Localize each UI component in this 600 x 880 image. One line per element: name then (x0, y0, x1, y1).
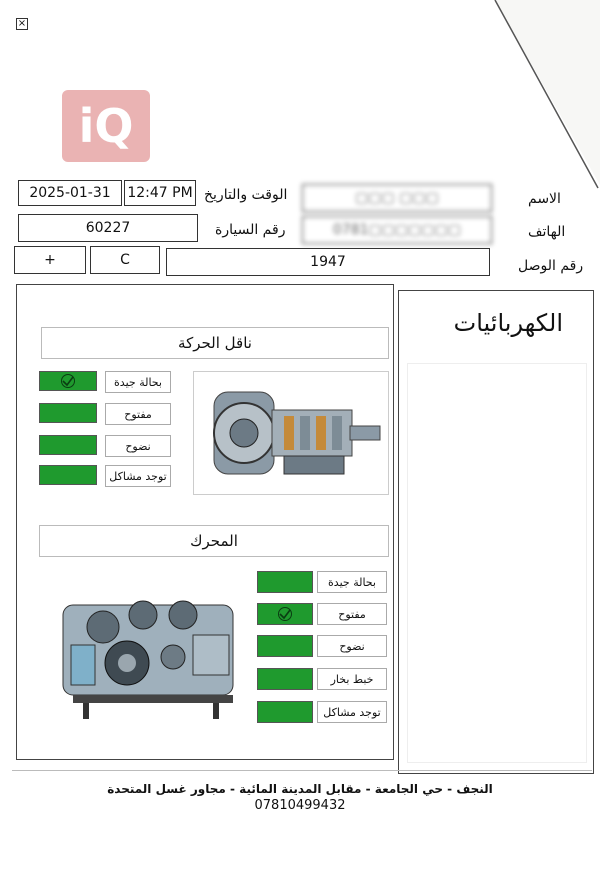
footer-divider (12, 770, 592, 771)
engine-image (43, 575, 251, 725)
transmission-check-good[interactable] (39, 371, 97, 391)
electrical-panel (398, 290, 594, 774)
transmission-label-good: بحالة جيدة (105, 371, 171, 393)
phone-label: الهاتف (528, 224, 566, 240)
inspection-panel (16, 284, 394, 760)
engine-label-blowby: خبط بخار (317, 668, 387, 690)
engine-label-leak: نضوح (317, 635, 387, 657)
plus-field: + (14, 246, 86, 274)
transmission-label-leak: نضوح (105, 435, 171, 457)
transmission-label-open: مفتوح (105, 403, 171, 425)
receipt-field: 1947 (166, 248, 490, 276)
corner-mark: × (17, 18, 27, 29)
footer-address: النجف - حي الجامعة - مقابل المدينة المائية - مجاور غسل المتحدة (107, 782, 493, 796)
transmission-label-problems: توجد مشاكل (105, 465, 171, 487)
transmission-check-problems[interactable] (39, 465, 97, 485)
engine-label-open: مفتوح (317, 603, 387, 625)
checkmark-icon (59, 374, 77, 388)
time-field: 12:47 PM (124, 180, 196, 206)
brand-logo (62, 90, 150, 162)
receipt-label: رقم الوصل (518, 258, 584, 274)
engine-check-blowby[interactable] (257, 668, 313, 690)
name-label: الاسم (528, 191, 561, 207)
car-number-label: رقم السيارة (215, 222, 286, 238)
date-field: 2025-01-31 (18, 180, 122, 206)
name-field: ▢▢▢ ▢▢▢ (302, 184, 492, 212)
grade-field: C (90, 246, 160, 274)
engine-title: المحرك (39, 525, 389, 557)
datetime-label: الوقت والتاريخ (204, 187, 288, 203)
footer-phone: 07810499432 (254, 798, 346, 813)
electrical-notes-area (407, 363, 587, 763)
engine-check-good[interactable] (257, 571, 313, 593)
transmission-image (193, 371, 389, 495)
checkmark-icon (276, 607, 294, 621)
transmission-check-leak[interactable] (39, 435, 97, 455)
phone-field: 0781▢▢▢▢▢▢▢ (302, 216, 492, 244)
transmission-title: ناقل الحركة (41, 327, 389, 359)
transmission-icon (194, 372, 389, 495)
engine-label-good: بحالة جيدة (317, 571, 387, 593)
engine-check-problems[interactable] (257, 701, 313, 723)
electrical-title: الكهربائيات (453, 309, 563, 337)
transmission-check-open[interactable] (39, 403, 97, 423)
engine-label-problems: توجد مشاكل (317, 701, 387, 723)
car-number-field: 60227 (18, 214, 198, 242)
engine-icon (43, 575, 251, 725)
engine-check-open[interactable] (257, 603, 313, 625)
engine-check-leak[interactable] (257, 635, 313, 657)
logo-text: iQ (78, 99, 134, 153)
